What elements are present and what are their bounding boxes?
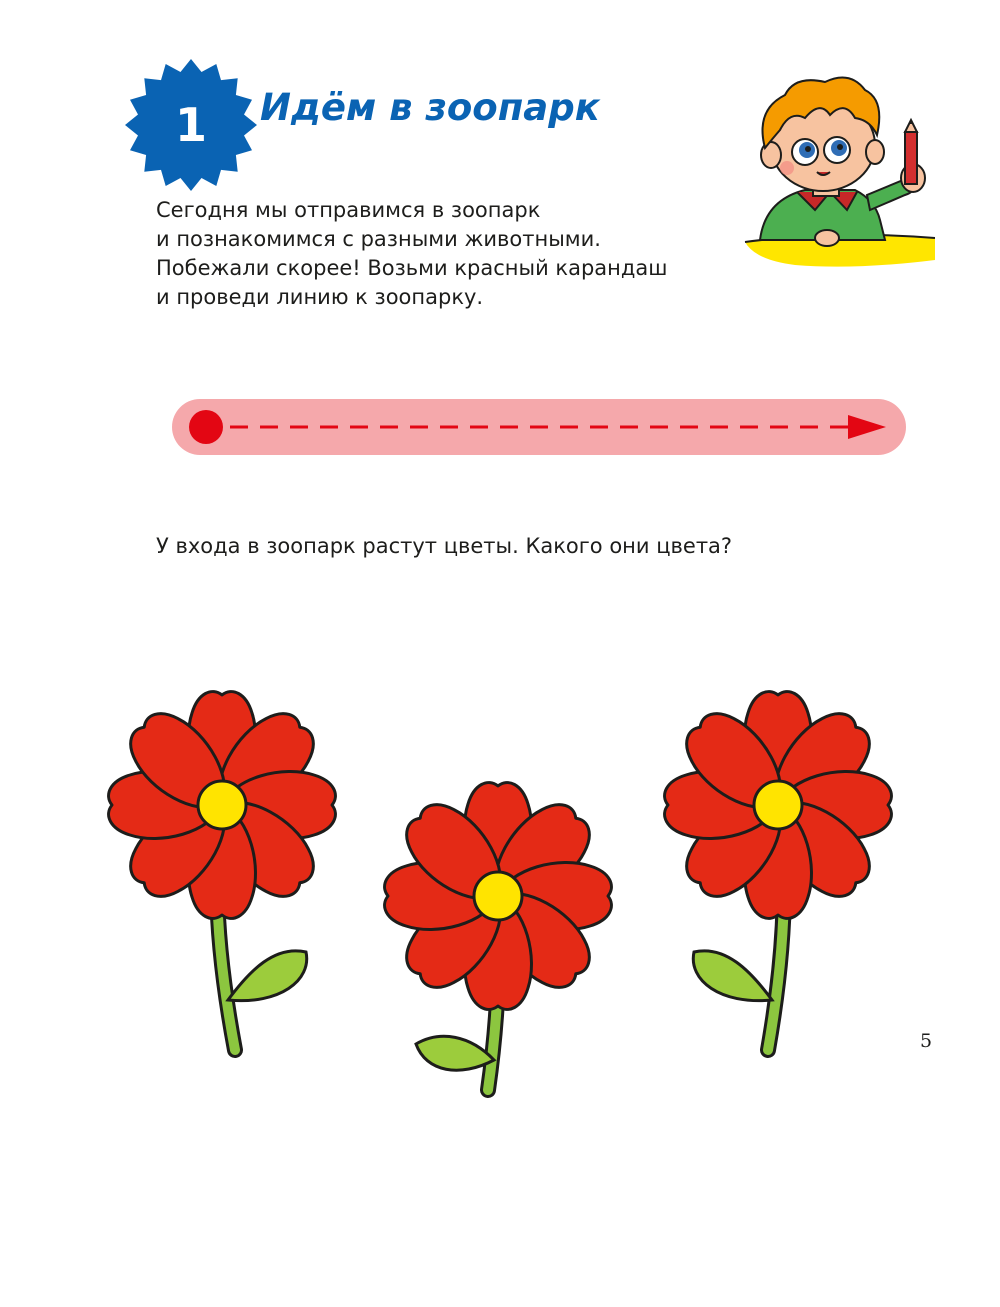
question-text: У входа в зоопарк растут цветы. Какого они цвета? [156,534,733,558]
intro-line: и проведи линию к зоопарку. [156,285,484,309]
flower-left [109,692,336,1050]
flower-right [665,692,892,1050]
flowers-illustration [60,640,950,1160]
intro-line: и познакомимся с разными животными. [156,227,601,251]
flower-middle [385,783,612,1090]
page-number: 5 [920,1030,933,1052]
dashed-arrow-track-icon[interactable] [170,395,910,459]
page-title: Идём в зоопарк [260,86,600,129]
task-number: 1 [174,98,207,152]
intro-line: Побежали скорее! Возьми красный карандаш [156,256,668,280]
boy-with-pencil-icon [735,60,935,275]
intro-line: Сегодня мы отправимся в зоопарк [156,198,541,222]
intro-text [156,196,716,312]
